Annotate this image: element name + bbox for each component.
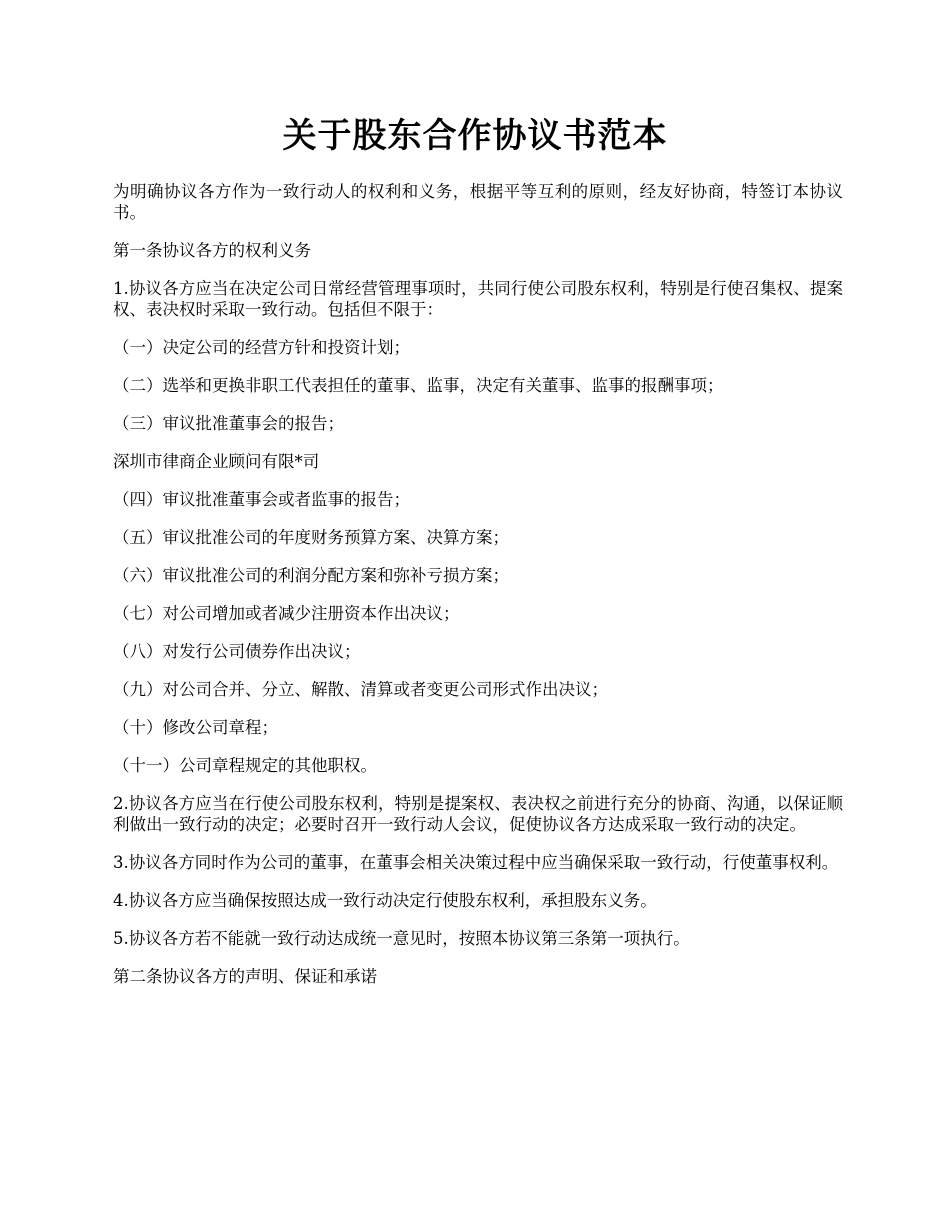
company-watermark-line: 深圳市律商企业顾问有限*司: [113, 452, 320, 471]
list-item-5: （五）审议批准公司的年度财务预算方案、决算方案；: [113, 528, 509, 547]
article-one-heading: 第一条协议各方的权利义务: [113, 241, 311, 260]
list-item-2: （二）选举和更换非职工代表担任的董事、监事，决定有关董事、监事的报酬事项；: [113, 376, 724, 395]
list-item-7: （七）对公司增加或者减少注册资本作出决议；: [113, 604, 460, 623]
article-two-heading: 第二条协议各方的声明、保证和承诺: [113, 967, 377, 986]
document-body: [113, 181, 843, 1004]
clause-3-paragraph: 3.协议各方同时作为公司的董事，在董事会相关决策过程中应当确保采取一致行动，行使董事权利。: [113, 853, 839, 872]
list-item-11: （十一）公司章程规定的其他职权。: [113, 756, 377, 775]
list-item-8: （八）对发行公司债券作出决议；: [113, 642, 361, 661]
list-item-3: （三）审议批准董事会的报告；: [113, 414, 344, 433]
list-item-9: （九）对公司合并、分立、解散、清算或者变更公司形式作出决议；: [113, 680, 608, 699]
list-item-6: （六）审议批准公司的利润分配方案和弥补亏损方案；: [113, 566, 509, 585]
list-item-1: （一）决定公司的经营方针和投资计划；: [113, 338, 410, 357]
list-item-4: （四）审议批准董事会或者监事的报告；: [113, 490, 410, 509]
list-item-10: （十）修改公司章程；: [113, 718, 278, 737]
document-title: 关于股东合作协议书范本: [282, 116, 668, 156]
clause-2-paragraph: 2.协议各方应当在行使公司股东权利，特别是提案权、表决权之前进行充分的协商、沟通，以保证顺利做出一致行动的决定；必要时召开一致行动人会议，促使协议各方达成采取一致行动的决定。: [113, 794, 843, 834]
clause-1-paragraph: 1.协议各方应当在决定公司日常经营管理事项时，共同行使公司股东权利，特别是行使召集权、提案权、表决权时采取一致行动。包括但不限于：: [113, 279, 843, 319]
clause-4-paragraph: 4.协议各方应当确保按照达成一致行动决定行使股东权利，承担股东义务。: [113, 891, 657, 910]
clause-5-paragraph: 5.协议各方若不能就一致行动达成统一意见时，按照本协议第三条第一项执行。: [113, 929, 690, 948]
intro-paragraph: 为明确协议各方作为一致行动人的权利和义务，根据平等互利的原则，经友好协商，特签订本协议书。: [113, 182, 843, 222]
